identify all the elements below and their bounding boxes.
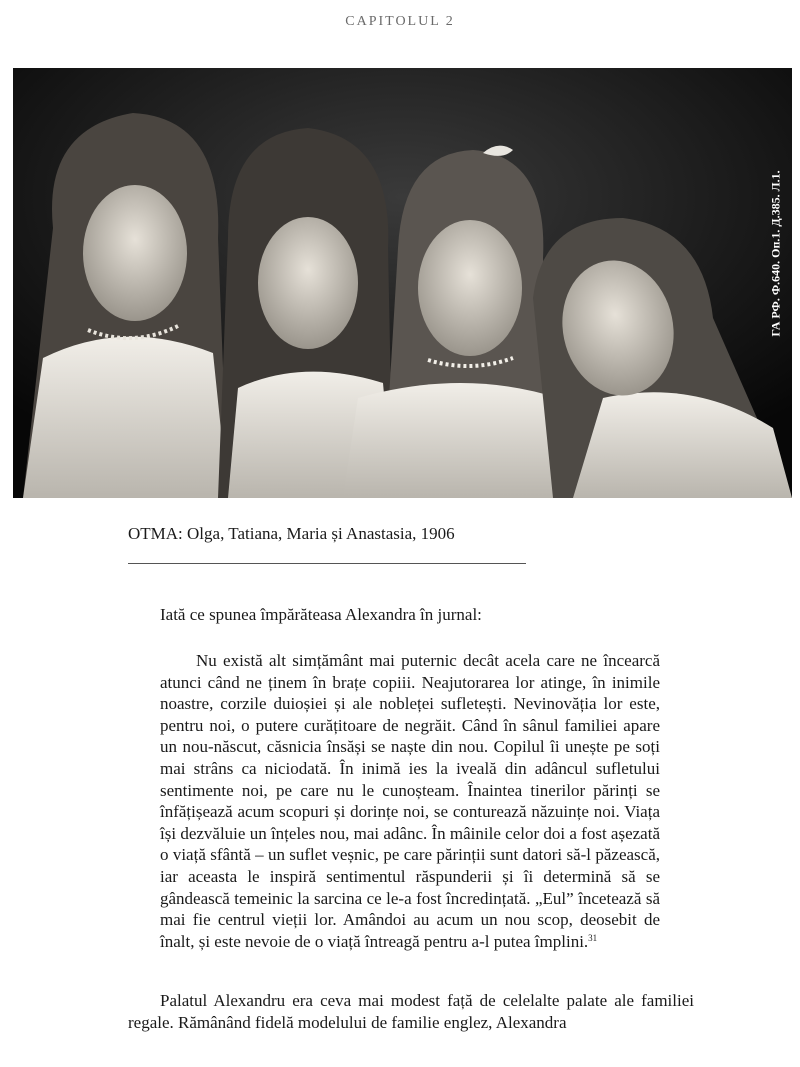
caption-divider (128, 563, 526, 564)
running-head: CAPITOLUL 2 (345, 14, 455, 29)
intro-paragraph: Iată ce spunea împărăteasa Alexandra în jurnal: (160, 605, 482, 624)
photo-illustration (13, 68, 792, 498)
photo-caption: OTMA: Olga, Tatiana, Maria și Anastasia, 1906 (128, 524, 455, 543)
archive-reference: ГА РФ. Ф.640. Оп.1. Д.385. Л.1. (768, 170, 783, 337)
body-paragraph: Palatul Alexandru era ceva mai modest față de celelalte palate ale familiei regale. Rămânând fidelă modelului de familie englez, Alexandra (128, 991, 694, 1032)
quote-text: Nu există alt simțământ mai puternic decât acela care ne încearcă atunci când ne ținem în brațe copiii. Neajutorarea lor atinge, în inimile noastre, corzile duioșiei și ale nobleței sufletești. Nevinovăția lor este, pentru noi, o putere curățitoare de negrăit. Când în sânul familiei apare un nou-născut, căsnicia însăși se naște din nou. Copilul îi unește pe soți mai strâns ca niciodată. În inimă ies la iveală din adâncul sufletului sentimente noi, pe care nu le cunoșteam. Înaintea tinerilor părinți se înfățișează acum scopuri și dorințe noi, se conturează năzuințe noi. Viața își dezvăluie un înțeles nou, mai adânc. În mâinile celor doi a fost așezată o viață sfântă – un suflet veșnic, pe care părinții sunt datori să-l păzească, iar aceasta le inspiră sentimentul răspunderii și îi determină să se gândească temeinic la sarcina ce le-a fost încredințată. „Eul” încetează să mai fie centrul vieții lor. Amândoi au acum un nou scop, deosebit de înalt, și este nevoie de o viață întreagă pentru a-l putea împlini. (160, 651, 660, 951)
quote-block (160, 650, 660, 952)
footnote-reference[interactable]: 31 (588, 932, 598, 943)
historical-photo (13, 68, 792, 498)
